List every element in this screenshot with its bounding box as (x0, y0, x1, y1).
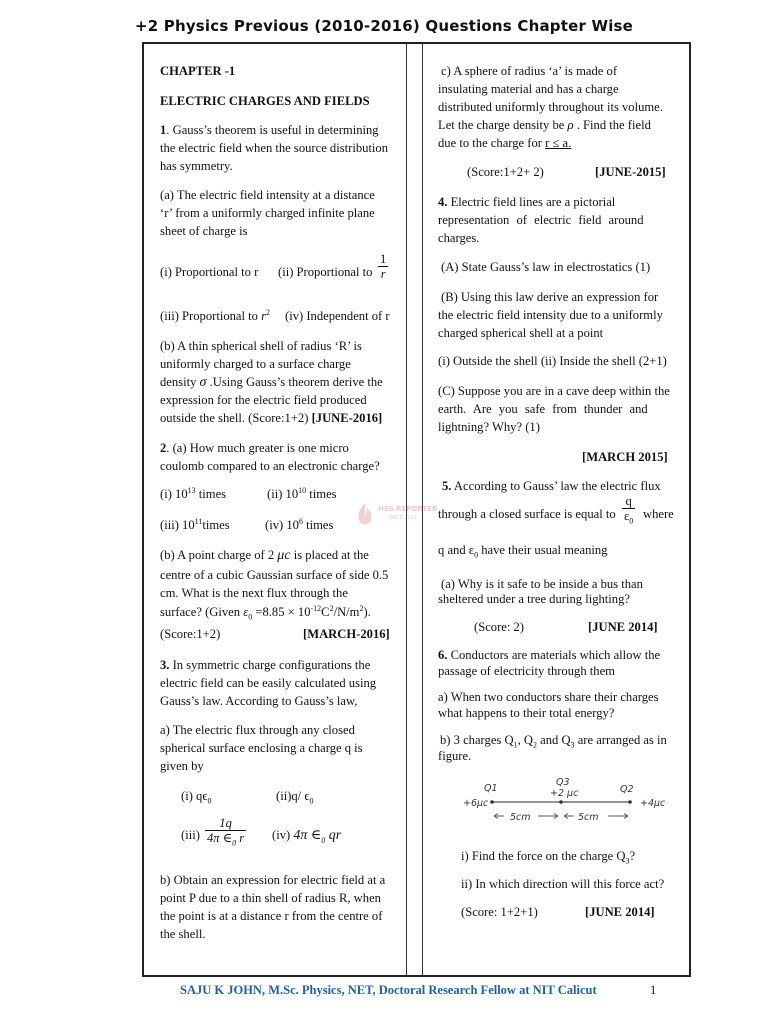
q1b-line: uniformly charged to a surface charge (160, 357, 351, 371)
q4c-line: (C) Suppose you are in a cave deep within the (438, 384, 670, 398)
q3c-line: Let the charge density be ρ . Find the field (438, 118, 651, 132)
q1a-option: (ii) Proportional to (278, 265, 373, 279)
fig-charge-q1: +6μc (463, 798, 489, 809)
watermark-flame-icon (354, 502, 376, 528)
fig-point-q1 (490, 800, 494, 804)
q2-option: (i) $10^{13}$ times (160, 485, 227, 501)
charge-figure (458, 770, 682, 832)
q3c-score: (Score:1+2+ 2) (467, 165, 544, 179)
q3c-line: distributed uniformly throughout its volume. (438, 100, 663, 114)
q2-line: coulomb compared to an electronic charge? (160, 459, 380, 473)
q5a-line: (a) Why is it safe to be inside a bus than (441, 577, 643, 591)
fig-label-q3: Q3 (556, 777, 570, 788)
q5-line: 5. According to Gauss’ law the electric flux (442, 479, 661, 493)
fig-distance-2: 5cm (578, 812, 599, 823)
q3a-line: spherical surface enclosing a charge q is (160, 741, 363, 755)
page-number: 1 (650, 983, 657, 997)
q1a-line: sheet of charge is (160, 224, 248, 238)
q4-tag: [MARCH 2015] (582, 450, 668, 464)
q4b-line: (B) Using this law derive an expression for (441, 290, 659, 304)
q5a-line: sheltered under a tree during lighting? (438, 592, 630, 606)
q2b-line: cm. What is the next flux through the (160, 586, 348, 600)
q1b-line: (b) A thin spherical shell of radius ‘R’ is (160, 339, 362, 353)
q4-line: charges. (438, 231, 480, 245)
fig-distance-1: 5cm (510, 812, 531, 823)
fig-point-q2 (628, 800, 632, 804)
q4a-line: (A) State Gauss’s law in electrostatics (1) (441, 260, 651, 274)
q5-line: through a closed surface is equal to (438, 507, 616, 521)
q2b-score: (Score:1+2) (160, 627, 221, 641)
q3b-line: point P due to a thin shell of radius R, when (160, 891, 381, 905)
q5-line: where (643, 507, 674, 521)
q3-option: (i) $q\epsilon_0$ (181, 789, 212, 806)
fig-charge-q2: +4μc (640, 798, 666, 809)
q4-line: 4. Electric field lines are a pictorial (438, 195, 616, 209)
q4b-line: the electric field intensity due to a uniformly (438, 308, 663, 322)
q2-line: 2. (a) How much greater is one micro (160, 441, 349, 455)
q6a-line: a) When two conductors share their charges (438, 690, 659, 704)
q6-subquestion: ii) In which direction will this force act? (461, 877, 665, 891)
q3-fraction: $\frac{1q}{4\pi \in_0 r}$ (207, 816, 245, 848)
q6-line: 6. Conductors are materials which allow the (438, 648, 661, 662)
q3-option: (ii)q/ $\epsilon_0$ (276, 789, 314, 806)
q3c-line: insulating material and has a charge (438, 82, 619, 96)
q1a-option: (iv) Independent of r (285, 309, 390, 323)
page-title: +2 Physics Previous (2010-2016) Questions Chapter Wise (134, 17, 634, 35)
q3-line: 3. In symmetric charge configurations the (160, 658, 371, 672)
fig-arrow-left (494, 814, 504, 819)
q2b-line: centre of a cubic Gaussian surface of side 0.5 (160, 568, 389, 582)
fig-label-q2: Q2 (620, 784, 634, 795)
q1b-line: density σ .Using Gauss’s theorem derive the (160, 375, 383, 390)
q6b-line: b) 3 charges $Q_1$, $Q_2$ and $Q_3$ are arranged as in (440, 733, 667, 750)
q6b-line: figure. (438, 749, 472, 763)
fig-label-q1: Q1 (484, 783, 498, 794)
q1-line: has symmetry. (160, 159, 233, 173)
q3a-line: a) The electric flux through any closed (160, 723, 355, 737)
q6-line: passage of electricity through them (438, 664, 615, 678)
q3-line: Gauss’s law. According to Gauss’s law, (160, 694, 358, 708)
q1-line: the electric field when the source distribution (160, 141, 389, 155)
fig-arrow-right (608, 814, 628, 819)
q1a-line: (a) The electric field intensity at a distance (160, 188, 375, 202)
q1b-line: outside the shell. (Score:1+2) [JUNE-2016] (160, 411, 383, 425)
q2b-line: surface? (Given $\varepsilon_0 =8.85 \times 10^{-12}C^2/N/m^2$). (160, 603, 371, 622)
q1a-option: (i) Proportional to r (160, 265, 259, 279)
q3-option: (iii) (181, 828, 200, 842)
q4b-line: (i) Outside the shell (ii) Inside the shell (2+1) (438, 354, 667, 368)
q3b-line: b) Obtain an expression for electric field at a (160, 873, 386, 887)
q3-option: (iv) 4π $\in_0$ qr (272, 828, 342, 845)
q1a-option: (iii) Proportional to $r^2$ (160, 307, 271, 323)
q5-score: (Score: 2) (474, 620, 525, 634)
footer-author: SAJU K JOHN, M.Sc. Physics, NET, Doctoral Research Fellow at NIT Calicut (180, 983, 597, 997)
fig-point-q3 (559, 800, 563, 804)
q4b-line: charged spherical shell at a point (438, 326, 604, 340)
q3-line: electric field can be easily calculated using (160, 676, 377, 690)
q3a-line: given by (160, 759, 204, 773)
q2-option: (iv) $10^6$ times (265, 516, 334, 532)
q1a-line: ‘r’ from a uniformly charged infinite plane (160, 206, 375, 220)
watermark-logo: HSS REPORTER SINCE 2011 (352, 498, 442, 532)
q4c-line: lightning? Why? (1) (438, 420, 540, 434)
q6-score: (Score: 1+2+1) (461, 905, 538, 919)
fig-arrow-mid-left (564, 814, 574, 819)
q2b-line: (b) A point charge of 2 μc is placed at the (160, 548, 369, 563)
q3c-line: due to the charge for r ≤ a. (438, 136, 572, 150)
q2-option: (ii) $10^{10}$ times (267, 485, 337, 501)
fig-arrow-mid-right (538, 814, 558, 819)
chapter-number: CHAPTER -1 (160, 64, 236, 78)
q3c-line: c) A sphere of radius ‘a’ is made of (441, 64, 618, 78)
q5-fraction: $\frac{q}{\varepsilon_0}$ (624, 494, 634, 526)
q6a-line: what happens to their total energy? (438, 706, 615, 720)
q3b-line: the shell. (160, 927, 206, 941)
q4c-line: earth. Are you safe from thunder and (438, 402, 648, 416)
chapter-title: ELECTRIC CHARGES AND FIELDS (160, 94, 370, 108)
q5-tag: [JUNE 2014] (588, 620, 658, 634)
q2b-tag: [MARCH-2016] (303, 627, 390, 641)
q3c-tag: [JUNE-2015] (595, 165, 666, 179)
fig-charge-q3: +2 μc (550, 788, 579, 799)
q6-tag: [JUNE 2014] (585, 905, 655, 919)
q1b-line: expression for the electric field produced (160, 393, 367, 407)
q2-option: (iii) $10^{11}times$ (160, 516, 230, 532)
q3b-line: the point is at a distance r from the centre of (160, 909, 383, 923)
fraction-one-over-r: $\frac{1}{r}$ (380, 252, 387, 281)
q6-subquestion: i) Find the force on the charge $Q_3$? (461, 849, 636, 866)
q4-line: representation of electric field around (438, 213, 644, 227)
q5-line: q and $\varepsilon_0$ have their usual meaning (438, 543, 608, 560)
q1-line: 1. Gauss’s theorem is useful in determining (160, 123, 379, 137)
